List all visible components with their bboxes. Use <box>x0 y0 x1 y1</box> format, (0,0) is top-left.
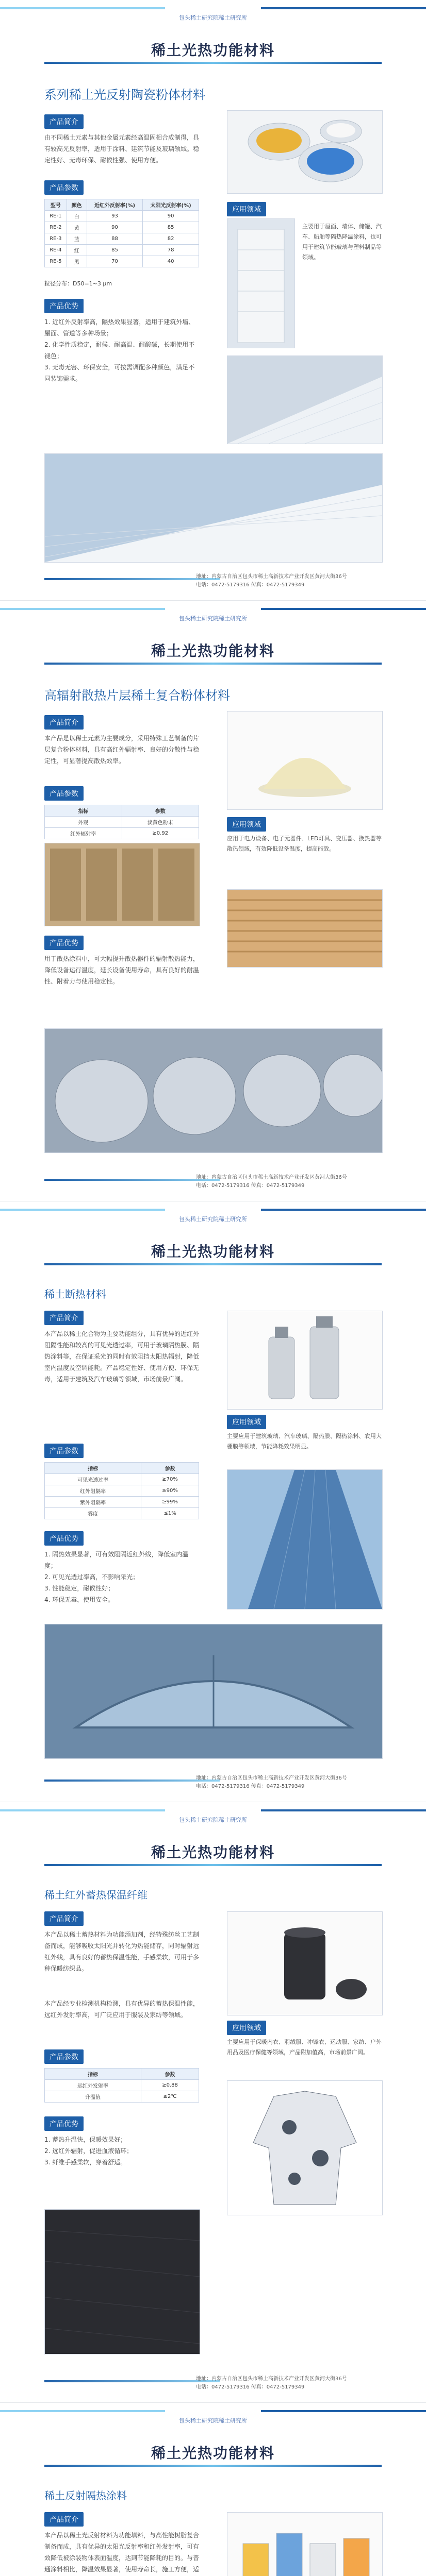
intro-text: 本产品以稀土光反射材料为功能填料，与高性能树脂复合制备而成，具有优异的太阳光反射率和红外发射率，可有效降低被涂装物体表面温度，达到节能降耗的目的。与普通涂料相比，降温效果显著，使用寿命长，施工方便，适 <box>44 2532 200 2573</box>
footer: 地址：内蒙古自治区包头市稀土高新技术产业开发区黄河大街36号 电话：0472-5179316 传真：0472-5179349 <box>0 573 426 599</box>
adv-list: 1. 蓄热升温快，保暖效果好； 2. 远红外辐射，促进血液循环； 3. 纤维手感柔软，穿着舒适。 <box>44 2136 133 2166</box>
jacket-image <box>227 2080 383 2215</box>
white-building-image <box>227 218 295 348</box>
adv-label: 产品优势 <box>44 936 84 950</box>
glass-building-image <box>227 1469 383 1609</box>
section-subtitle: 稀土断热材料 <box>44 1288 106 1300</box>
apps-text: 主要应用于保暖内衣、羽绒服、冲锋衣、运动服、家纺、户外用品及医疗保健等领域，产品附加值高，市场前景广阔。 <box>227 2039 382 2056</box>
page-1 <box>0 0 426 601</box>
params-label: 产品参数 <box>44 786 84 801</box>
heatsink-image <box>44 843 200 926</box>
params-label: 产品参数 <box>44 1444 84 1458</box>
params-table: 指标 参数 外观 淡黄色粉末 红外辐射率 ≥0.92 <box>44 805 199 839</box>
params-table: 型号 颜色 近红外反射率(%) 太阳光反射率(%) RE-1 白 93 90 RE-2 黄 90 85 RE-3 蓝 88 82 RE-4 红 85 78 RE-5 黑 70 40 <box>44 199 199 267</box>
car-glass-image <box>44 1624 383 1759</box>
apps-text: 主要应用于建筑玻璃、汽车玻璃、隔热膜、隔热涂料、农用大棚膜等领域，节能降耗效果明显。 <box>227 1433 382 1450</box>
page-title: 稀土光热功能材料 <box>151 42 275 59</box>
adv-label: 产品优势 <box>44 2116 84 2131</box>
header-text: 包头稀土研究院稀土研究所 <box>179 2417 247 2424</box>
section-subtitle: 系列稀土光反射陶瓷粉体材料 <box>44 88 205 102</box>
section-subtitle: 高辐射散热片层稀土复合粉体材料 <box>44 688 230 703</box>
apps-label: 应用领域 <box>227 2021 266 2035</box>
powder-dishes-image <box>227 110 383 194</box>
param-note: 粒径分布：D50=1~3 μm <box>44 280 112 287</box>
fiber-spool-image <box>227 1911 383 2015</box>
apps-label: 应用领域 <box>227 817 266 832</box>
apps-text: 主要用于屋面、墙体、储罐、汽车、船舶等隔热降温涂料，也可用于建筑节能玻璃与塑料制品等领域。 <box>302 223 382 261</box>
params-table: 指标 参数 可见光透过率 ≥70% 红外阻隔率 ≥90% 紫外阻隔率 ≥99% 雾度 ≤1% <box>44 1462 199 1519</box>
intro-label: 产品简介 <box>44 715 84 730</box>
factory-roof-image <box>44 453 383 563</box>
intro-text-2: 本产品经专业检测机构检测，具有优异的蓄热保温性能，远红外发射率高，可广泛应用于服装及家纺等领域。 <box>44 2000 200 2019</box>
intro-label: 产品简介 <box>44 1911 84 1926</box>
footer: 地址：内蒙古自治区包头市稀土高新技术产业开发区黄河大街36号 电话：0472-5179316 传真：0472-5179349 <box>0 2375 426 2401</box>
powder-pile-image <box>227 711 383 810</box>
page-4 <box>0 1802 426 2403</box>
apps-label: 应用领域 <box>227 1415 266 1429</box>
adv-list: 1. 隔热效果显著，可有效阻隔近红外线，降低室内温度； 2. 可见光透过率高，不影响采光； 3. 性能稳定，耐候性好； 4. 环保无毒，使用安全。 <box>44 1551 189 1603</box>
adv-list: 1. 近红外反射率高，隔热效果显著，适用于建筑外墙、屋面、管道等多种场景； 2. 化学性质稳定，耐候、耐高温、耐酸碱，长期使用不褪色； 3. 无毒无害、环保安全，可按需调配多种颜色，满足不同装饰需求。 <box>44 318 195 382</box>
intro-text: 由不同稀土元素与其他金属元素经高温固相合成制得，具有较高光反射率，适用于涂料、建筑节能及玻璃领域。稳定性好、无毒环保、耐候性强、使用方便。 <box>44 134 200 164</box>
page-5 <box>0 2403 426 2576</box>
intro-label: 产品简介 <box>44 114 84 129</box>
section-subtitle: 稀土反射隔热涂料 <box>44 2489 127 2502</box>
intro-label: 产品简介 <box>44 2512 84 2527</box>
page-title: 稀土光热功能材料 <box>151 1844 275 1861</box>
paint-cans-image <box>227 2512 383 2576</box>
footer: 地址：内蒙古自治区包头市稀土高新技术产业开发区黄河大街36号 电话：0472-5179316 传真：0472-5179349 <box>0 1774 426 1800</box>
header-text: 包头稀土研究院稀土研究所 <box>179 14 247 21</box>
intro-text: 本产品以稀土蓄热材料为功能添加剂，经特殊纺丝工艺制备而成，能够吸收太阳光并转化为热能储存，同时辐射远红外线，具有良好的蓄热保温性能，手感柔软，可用于多种保暖纺织品。 <box>44 1931 200 1972</box>
adv-label: 产品优势 <box>44 1531 84 1546</box>
intro-text: 本产品是以稀土元素为主要成分，采用特殊工艺制备的片层复合粉体材料，具有高红外辐射率、良好的分散性与稳定性，可显著提高散热效率。 <box>44 735 200 765</box>
pipes-image <box>44 1028 383 1153</box>
radiator-image <box>227 889 383 968</box>
params-table: 指标 参数 远红外发射率 ≥0.88 升温值 ≥2℃ <box>44 2068 199 2103</box>
section-subtitle: 稀土红外蓄热保温纤维 <box>44 1889 148 1901</box>
page-3 <box>0 1201 426 1802</box>
page-2 <box>0 601 426 1201</box>
fabric-image <box>44 2209 200 2354</box>
page-title: 稀土光热功能材料 <box>151 2445 275 2462</box>
params-label: 产品参数 <box>44 2049 84 2064</box>
apps-label: 应用领域 <box>227 202 266 216</box>
footer: 地址：内蒙古自治区包头市稀土高新技术产业开发区黄河大街36号 电话：0472-5179316 传真：0472-5179349 <box>0 1174 426 1199</box>
page-title: 稀土光热功能材料 <box>151 1243 275 1260</box>
intro-text: 本产品以稀土化合物为主要功能组分，具有优异的近红外阻隔性能和较高的可见光透过率，可用于玻璃隔热膜、隔热涂料等，在保证采光的同时有效阻挡太阳热辐射，降低室内温度及空调能耗。产品稳定性好、使用方便、环保无毒，适用于建筑及汽车玻璃等领域，市场前景广阔。 <box>44 1330 200 1383</box>
header-text: 包头稀土研究院稀土研究所 <box>179 1817 247 1823</box>
header-text: 包头稀土研究院稀土研究所 <box>179 615 247 622</box>
roof-image <box>227 355 383 444</box>
page-title: 稀土光热功能材料 <box>151 642 275 659</box>
apps-text: 应用于电力设备、电子元器件、LED灯具、变压器、换热器等散热领域，有效降低设备温度，提高能效。 <box>227 835 382 852</box>
bottles-image <box>227 1311 383 1410</box>
adv-text: 用于散热涂料中，可大幅提升散热器件的辐射散热能力，降低设备运行温度，延长设备使用寿命，具有良好的耐温性、附着力与使用稳定性。 <box>44 955 200 985</box>
params-label: 产品参数 <box>44 180 84 195</box>
adv-label: 产品优势 <box>44 299 84 313</box>
header-text: 包头稀土研究院稀土研究所 <box>179 1216 247 1223</box>
intro-label: 产品简介 <box>44 1311 84 1325</box>
